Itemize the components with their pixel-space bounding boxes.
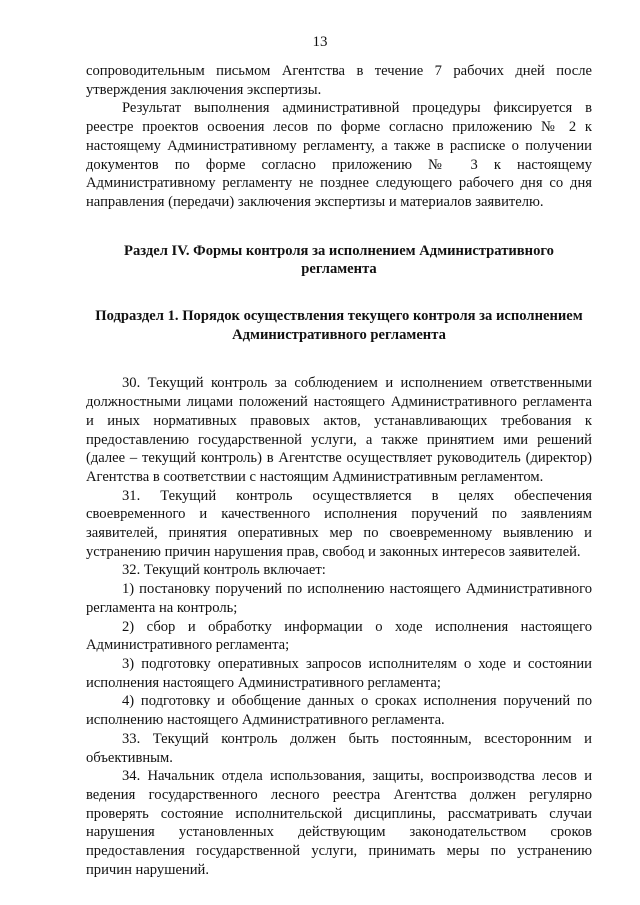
list-item-4: 4) подготовку и обобщение данных о сроках исполнения поручений по исполнению настоящего Административного регламента. <box>86 693 592 729</box>
section-title: Раздел IV. Формы контроля за исполнением Административного регламента <box>124 242 554 278</box>
paragraph-34: 34. Начальник отдела использования, защиты, воспроизводства лесов и ведения государственного лесного реестра Агентства должен регулярно проверять состояние исполнительской дисциплины, рассматривать случаи нарушения установленных действующим законодательством сроков предоставления государственной услуги, принимать меры по устранению причин нарушений. <box>86 768 592 878</box>
document-body <box>86 62 592 879</box>
list-item-3: 3) подготовку оперативных запросов исполнителям о ходе и состоянии исполнения настоящего Административного регламента; <box>86 655 592 691</box>
paragraph-30: 30. Текущий контроль за соблюдением и исполнением ответственными должностными лицами положений настоящего Административного регламента и иных нормативных правовых актов, устанавливающих требования к предоставлению государственной услуги, а также принятием ими решений (далее – текущий контроль) в Агентстве осуществляет руководитель (директор) Агентства в соответствии с настоящим Административным регламентом. <box>86 375 592 485</box>
paragraph-33: 33. Текущий контроль должен быть постоянным, всесторонним и объективным. <box>86 730 592 766</box>
subsection-title: Подраздел 1. Порядок осуществления текущего контроля за исполнением Административного регламента <box>95 308 583 343</box>
paragraph: Результат выполнения административной процедуры фиксируется в реестре проектов освоения лесов по форме согласно приложению № 2 к настоящему Административному регламенту, а также в расписке о получении документов по форме согласно приложению № 3 к настоящему Административному регламенту не позднее следующего рабочего дня со дня направления (передачи) заключения экспертизы и материалов заявителю. <box>86 100 592 210</box>
paragraph-32: 32. Текущий контроль включает: <box>122 562 326 579</box>
list-item-1: 1) постановку поручений по исполнению настоящего Административного регламента на контроль; <box>86 581 592 616</box>
list-item-2: 2) сбор и обработку информации о ходе исполнения настоящего Административного регламента; <box>86 618 592 654</box>
paragraph-31: 31. Текущий контроль осуществляется в целях обеспечения своевременного и качественного исполнения поручений по заявлениям заявителей, принятия оперативных мер по своевременному выявлению и устранению причин нарушения прав, свобод и законных интересов заявителей. <box>86 487 592 560</box>
page-number: 13 <box>312 34 328 50</box>
paragraph: сопроводительным письмом Агентства в течение 7 рабочих дней после утверждения заключения экспертизы. <box>86 63 592 98</box>
